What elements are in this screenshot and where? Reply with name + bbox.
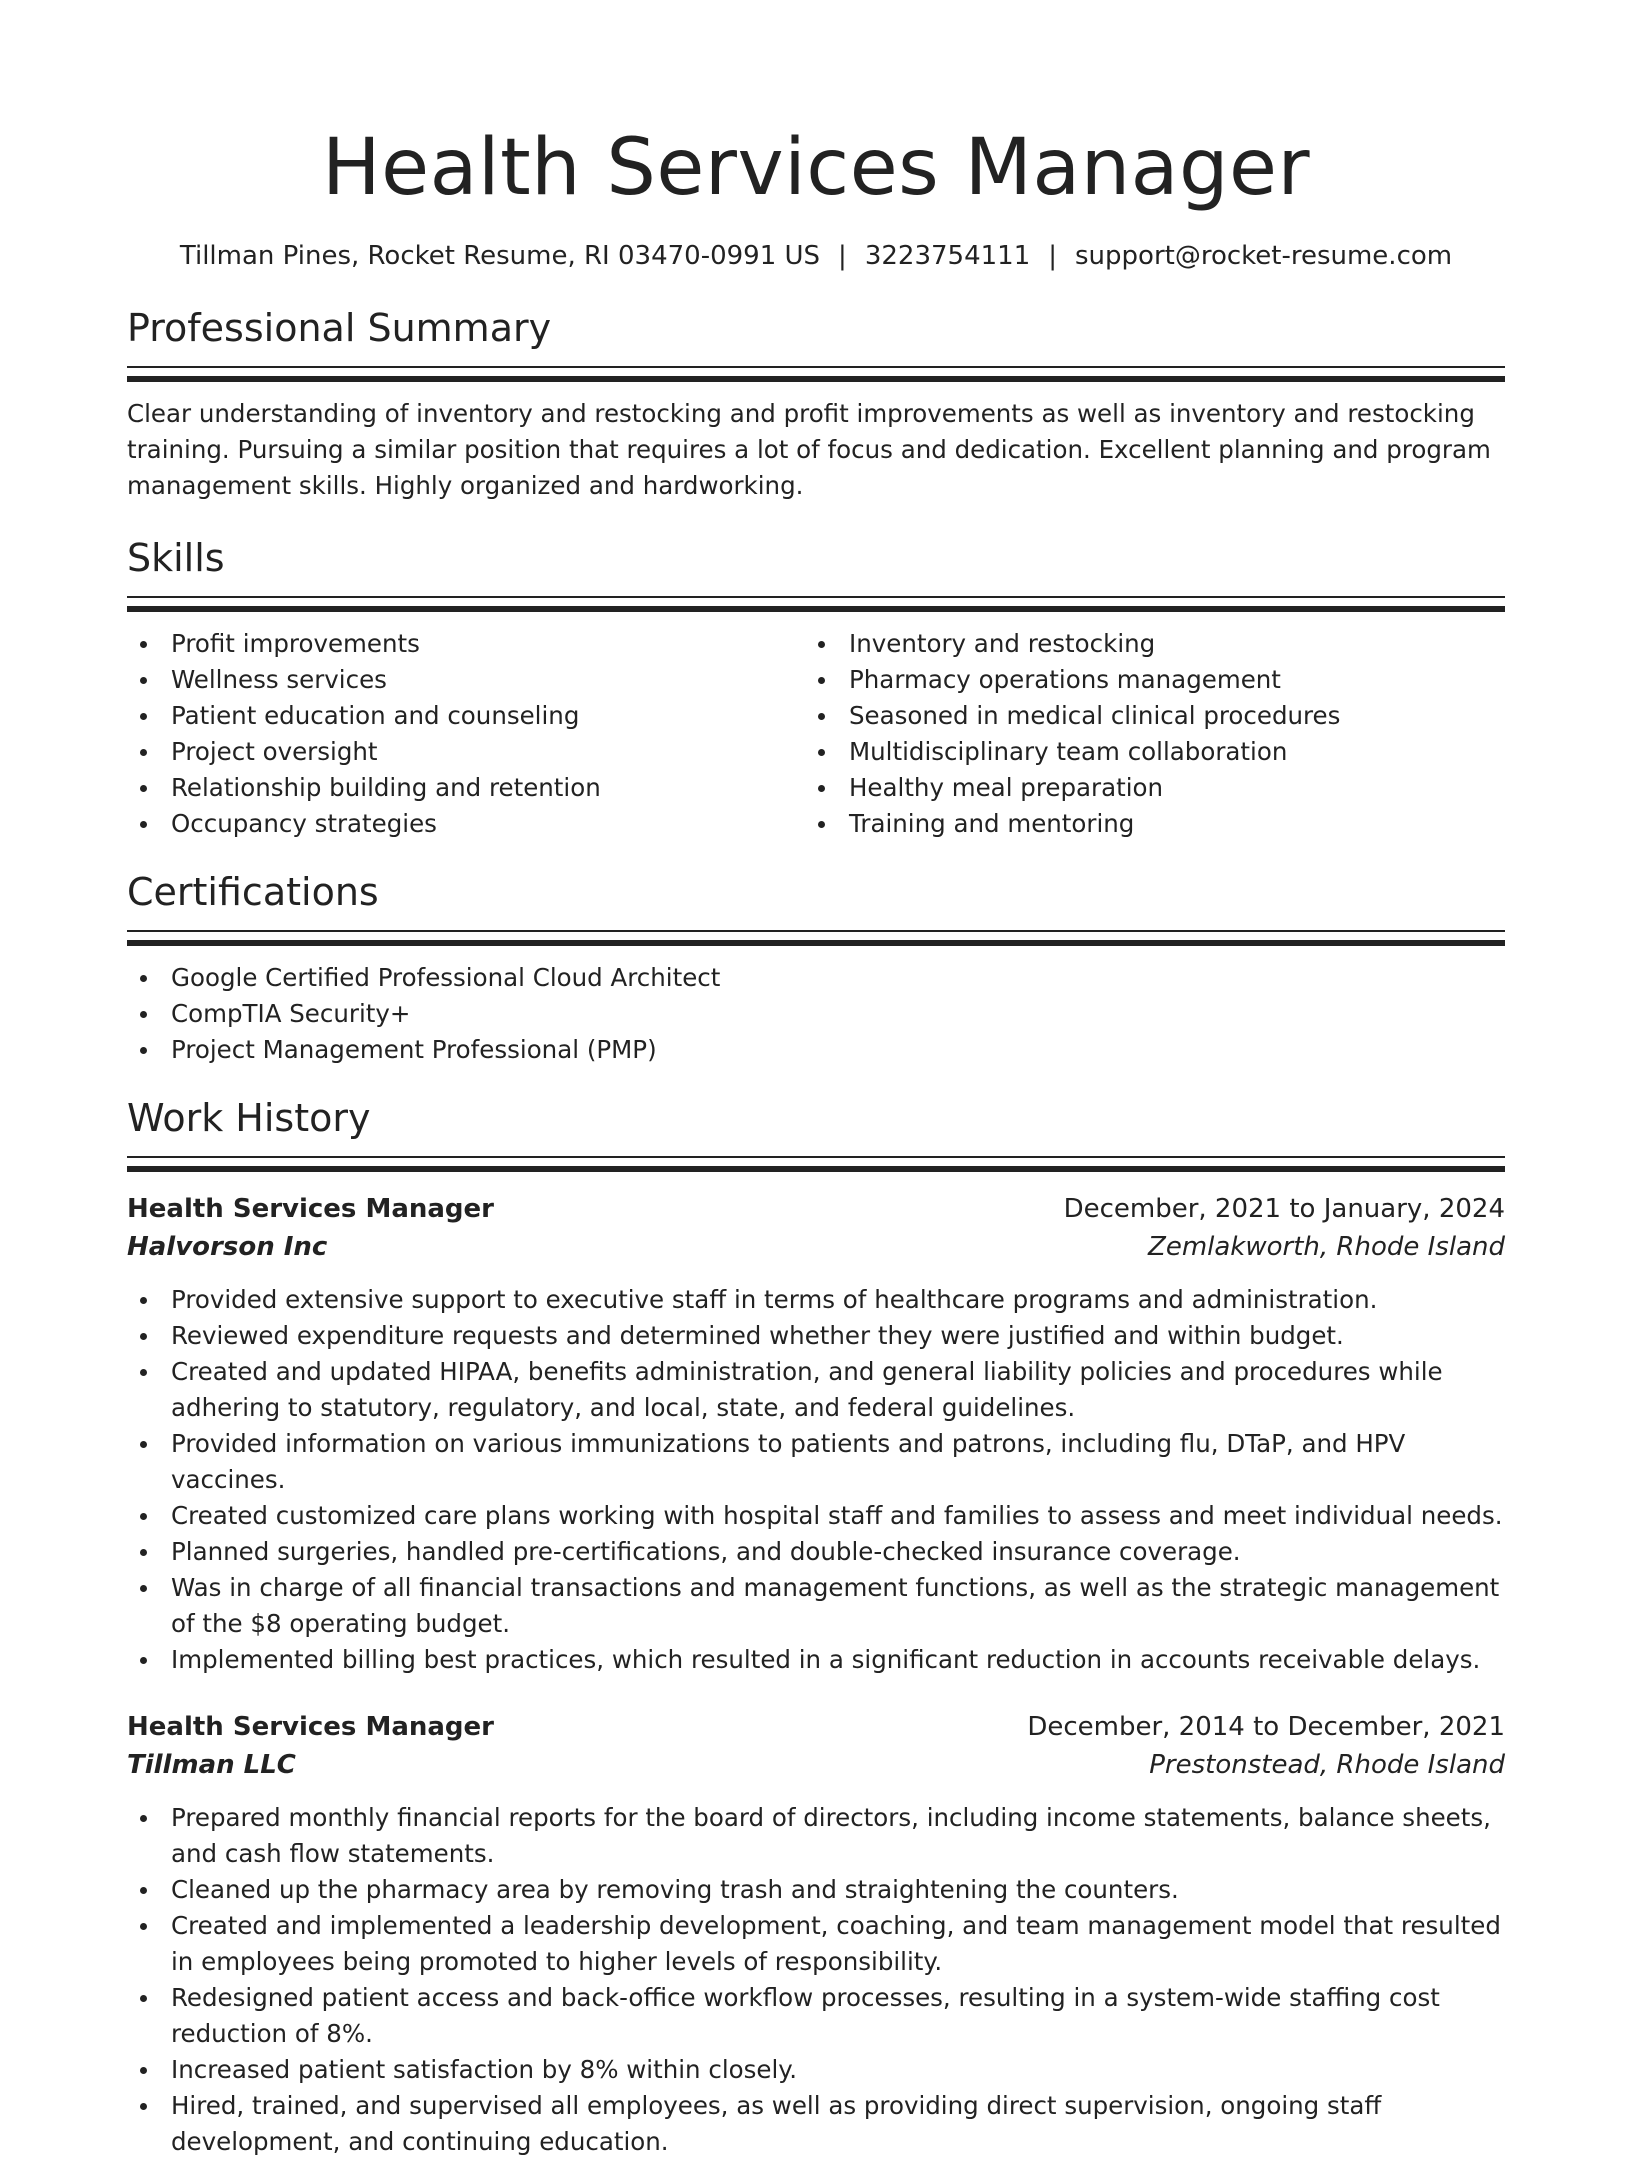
skill-item: Seasoned in medical clinical procedures bbox=[805, 698, 1483, 734]
contact-separator: | bbox=[838, 241, 847, 271]
section-divider bbox=[127, 366, 1505, 382]
job-bullet: Provided extensive support to executive staff in terms of healthcare programs and administration. bbox=[127, 1282, 1505, 1318]
job-entry bbox=[127, 1190, 1505, 1678]
job-bullet: Created customized care plans working with hospital staff and families to assess and meet individual needs. bbox=[127, 1498, 1505, 1534]
summary-section bbox=[127, 304, 1505, 504]
skill-item: Relationship building and retention bbox=[127, 770, 805, 806]
job-subheader bbox=[127, 1228, 1505, 1266]
work-history-section bbox=[127, 1094, 1505, 2160]
job-dates: December, 2014 to December, 2021 bbox=[1027, 1712, 1505, 1742]
job-bullets bbox=[127, 1800, 1505, 2160]
skill-item: Project oversight bbox=[127, 734, 805, 770]
job-bullet: Provided information on various immunizations to patients and patrons, including flu, DTaP, and HPV vaccines. bbox=[127, 1426, 1505, 1498]
skill-item: Patient education and counseling bbox=[127, 698, 805, 734]
skills-list-right bbox=[805, 626, 1483, 842]
certification-item: Google Certified Professional Cloud Architect bbox=[127, 960, 1505, 996]
certifications-section bbox=[127, 868, 1505, 1068]
summary-text: Clear understanding of inventory and restocking and profit improvements as well as inventory and restocking training. Pursuing a similar position that requires a lot of focus and dedication. Excellent planning and program management skills. Highly organized and hardworking. bbox=[127, 399, 1491, 500]
job-entry bbox=[127, 1708, 1505, 2160]
job-bullet: Hired, trained, and supervised all employees, as well as providing direct supervision, ongoing staff development, and continuing education. bbox=[127, 2088, 1505, 2160]
job-bullet: Was in charge of all financial transactions and management functions, as well as the strategic management of the $8 operating budget. bbox=[127, 1570, 1505, 1642]
contact-separator: | bbox=[1048, 241, 1057, 271]
job-location: Zemlakworth, Rhode Island bbox=[1148, 1232, 1505, 1262]
section-title-work-history: Work History bbox=[127, 1096, 371, 1140]
job-subheader bbox=[127, 1746, 1505, 1784]
certification-item: CompTIA Security+ bbox=[127, 996, 1505, 1032]
job-dates: December, 2021 to January, 2024 bbox=[1063, 1194, 1505, 1224]
section-divider bbox=[127, 596, 1505, 612]
contact-address: Tillman Pines, Rocket Resume, RI 03470-0991 US bbox=[179, 241, 821, 271]
contact-email[interactable]: support@rocket-resume.com bbox=[1075, 241, 1453, 271]
job-bullet: Implemented billing best practices, which resulted in a significant reduction in accounts receivable delays. bbox=[127, 1642, 1505, 1678]
job-bullet: Reviewed expenditure requests and determined whether they were justified and within budget. bbox=[127, 1318, 1505, 1354]
section-title-certifications: Certifications bbox=[127, 870, 379, 914]
skills-columns bbox=[127, 626, 1505, 842]
job-bullet: Prepared monthly financial reports for the board of directors, including income statements, balance sheets, and cash flow statements. bbox=[127, 1800, 1505, 1872]
job-header bbox=[127, 1190, 1505, 1228]
skill-item: Healthy meal preparation bbox=[805, 770, 1483, 806]
section-divider bbox=[127, 930, 1505, 946]
job-bullets bbox=[127, 1282, 1505, 1678]
job-title: Health Services Manager bbox=[127, 1194, 494, 1224]
job-company: Halvorson Inc bbox=[127, 1232, 328, 1262]
job-header bbox=[127, 1708, 1505, 1746]
job-bullet: Cleaned up the pharmacy area by removing trash and straightening the counters. bbox=[127, 1872, 1505, 1908]
job-location: Prestonstead, Rhode Island bbox=[1149, 1750, 1505, 1780]
skill-item: Inventory and restocking bbox=[805, 626, 1483, 662]
skills-section bbox=[127, 534, 1505, 842]
section-title-skills: Skills bbox=[127, 536, 225, 580]
skill-item: Training and mentoring bbox=[805, 806, 1483, 842]
job-bullet: Redesigned patient access and back-office workflow processes, resulting in a system-wide staffing cost reduction of 8%. bbox=[127, 1980, 1505, 2052]
skill-item: Wellness services bbox=[127, 662, 805, 698]
job-title: Health Services Manager bbox=[127, 1712, 494, 1742]
skills-list-left bbox=[127, 626, 805, 842]
job-bullet: Created and implemented a leadership development, coaching, and team management model that resulted in employees being promoted to higher levels of responsibility. bbox=[127, 1908, 1505, 1980]
job-bullet: Created and updated HIPAA, benefits administration, and general liability policies and procedures while adhering to statutory, regulatory, and local, state, and federal guidelines. bbox=[127, 1354, 1505, 1426]
section-divider bbox=[127, 1156, 1505, 1172]
resume-title: Health Services Manager bbox=[321, 123, 1311, 213]
skill-item: Profit improvements bbox=[127, 626, 805, 662]
skill-item: Pharmacy operations management bbox=[805, 662, 1483, 698]
contact-line bbox=[127, 238, 1505, 274]
skill-item: Occupancy strategies bbox=[127, 806, 805, 842]
job-bullet: Planned surgeries, handled pre-certifications, and double-checked insurance coverage. bbox=[127, 1534, 1505, 1570]
job-bullet: Increased patient satisfaction by 8% within closely. bbox=[127, 2052, 1505, 2088]
certifications-list bbox=[127, 960, 1505, 1068]
skill-item: Multidisciplinary team collaboration bbox=[805, 734, 1483, 770]
section-title-summary: Professional Summary bbox=[127, 306, 552, 350]
certification-item: Project Management Professional (PMP) bbox=[127, 1032, 1505, 1068]
job-company: Tillman LLC bbox=[127, 1750, 296, 1780]
contact-phone[interactable]: 3223754111 bbox=[864, 241, 1031, 271]
